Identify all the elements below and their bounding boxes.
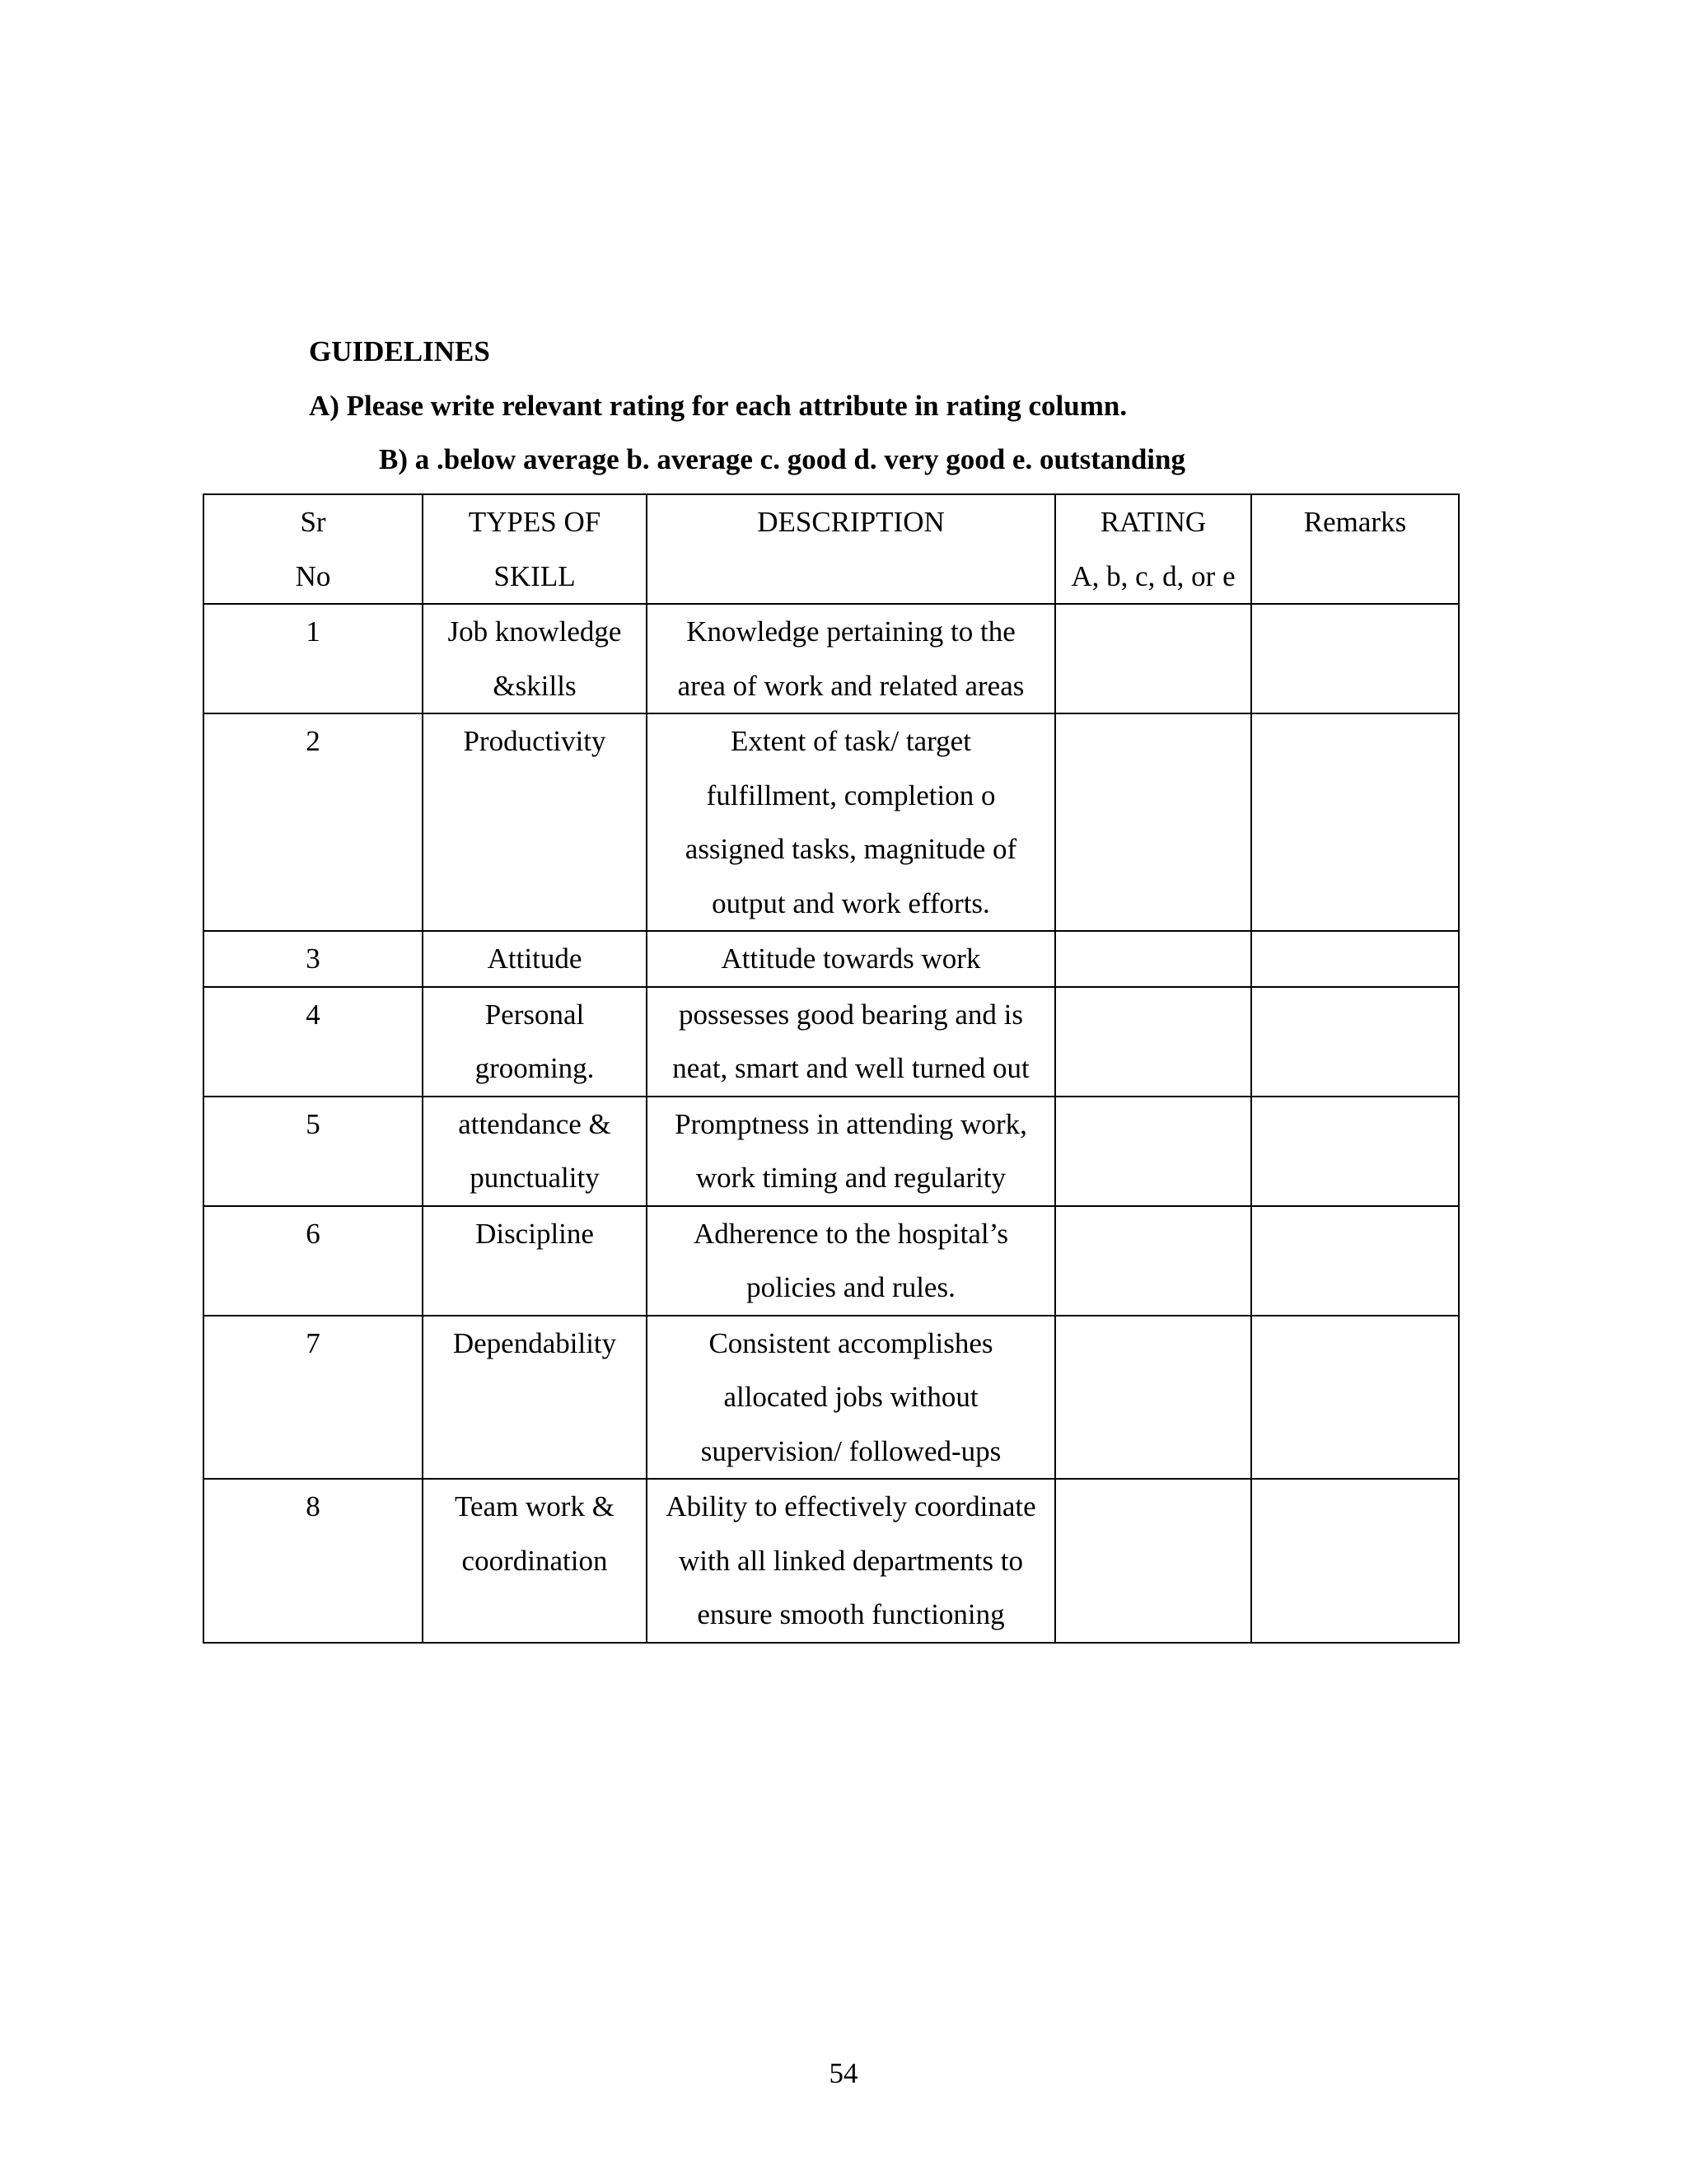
sr-no-cell [203, 1097, 423, 1206]
description-line: ensure smooth functioning [697, 1598, 1005, 1630]
rating-cell[interactable] [1055, 931, 1251, 987]
skill-type-line: Productivity [463, 725, 606, 757]
description-line: Ability to effectively coordinate [666, 1490, 1036, 1522]
sr-no-cell [203, 604, 423, 713]
sr-no-text: 8 [306, 1490, 320, 1522]
skill-type-line: &skills [493, 669, 577, 702]
header-sr-line: Sr [300, 506, 326, 538]
remarks-cell[interactable] [1251, 604, 1459, 713]
remarks-cell[interactable] [1251, 931, 1459, 987]
remarks-cell[interactable] [1251, 987, 1459, 1097]
sr-no-cell [203, 1316, 423, 1480]
header-description [647, 494, 1055, 604]
guideline-b: B) a .below average b. average c. good d. very good e. outstanding [379, 443, 1185, 475]
table-row [203, 1097, 1459, 1206]
sr-no-text: 6 [306, 1217, 320, 1250]
table-row [203, 987, 1459, 1097]
remarks-cell[interactable] [1251, 713, 1459, 931]
sr-no-text: 5 [306, 1107, 320, 1140]
skills-rating-table [203, 493, 1460, 1644]
skill-type-line: punctuality [470, 1162, 600, 1194]
sr-no-text: 7 [306, 1326, 320, 1359]
description-cell [647, 931, 1055, 987]
rating-cell[interactable] [1055, 713, 1251, 931]
remarks-cell[interactable] [1251, 1316, 1459, 1480]
description-line: area of work and related areas [677, 669, 1025, 702]
description-cell [647, 604, 1055, 713]
description-line: output and work efforts. [712, 886, 990, 919]
skill-type-cell [423, 931, 647, 987]
description-line: Promptness in attending work, [675, 1107, 1027, 1140]
description-line: possesses good bearing and is [678, 998, 1023, 1031]
description-line: Consistent accomplishes [708, 1326, 993, 1359]
description-cell [647, 1097, 1055, 1206]
description-line: Adherence to the hospital’s [694, 1217, 1008, 1250]
header-remarks-line: Remarks [1303, 506, 1407, 538]
description-line: with all linked departments to [679, 1544, 1023, 1577]
description-line: Attitude towards work [721, 942, 981, 975]
description-cell [647, 1316, 1055, 1480]
rating-cell[interactable] [1055, 1206, 1251, 1316]
skill-type-line: grooming. [474, 1052, 595, 1084]
description-line: Knowledge pertaining to the [686, 615, 1016, 648]
header-types-line: TYPES OF [468, 506, 601, 538]
header-description-line: DESCRIPTION [757, 506, 945, 538]
rating-cell[interactable] [1055, 604, 1251, 713]
table-row [203, 931, 1459, 987]
skill-type-line: Discipline [475, 1217, 594, 1250]
description-line: assigned tasks, magnitude of [685, 833, 1017, 865]
skill-type-line: attendance & [458, 1107, 611, 1140]
description-cell [647, 1206, 1055, 1316]
description-line: fulfillment, completion o [706, 779, 996, 811]
description-cell [647, 1479, 1055, 1643]
sr-no-cell [203, 931, 423, 987]
rating-cell[interactable] [1055, 1479, 1251, 1643]
table-row [203, 1479, 1459, 1643]
header-no-line: No [295, 559, 331, 592]
skill-type-cell [423, 1316, 647, 1480]
sr-no-text: 4 [306, 998, 320, 1031]
skill-type-line: Team work & [455, 1490, 615, 1522]
description-line: work timing and regularity [695, 1162, 1007, 1194]
skill-type-line: Attitude [487, 942, 582, 975]
description-line: neat, smart and well turned out [672, 1052, 1030, 1084]
table-row [203, 1206, 1459, 1316]
rating-cell[interactable] [1055, 987, 1251, 1097]
header-types-of-skill [423, 494, 647, 604]
skill-type-cell [423, 1479, 647, 1643]
skill-type-cell [423, 1097, 647, 1206]
rating-cell[interactable] [1055, 1316, 1251, 1480]
sr-no-text: 3 [306, 942, 320, 975]
header-sr-no [203, 494, 423, 604]
skill-type-line: Dependability [452, 1326, 617, 1359]
sr-no-text: 2 [306, 725, 320, 757]
skill-type-cell [423, 604, 647, 713]
rating-cell[interactable] [1055, 1097, 1251, 1206]
guideline-a: A) Please write relevant rating for each attribute in rating column. [309, 390, 1128, 422]
table-header-row [203, 494, 1459, 604]
description-line: supervision/ followed-ups [700, 1434, 1002, 1467]
header-rating [1055, 494, 1251, 604]
description-line: Extent of task/ target [731, 725, 971, 757]
sr-no-cell [203, 987, 423, 1097]
sr-no-text: 1 [306, 615, 320, 648]
skill-type-cell [423, 987, 647, 1097]
header-remarks [1251, 494, 1459, 604]
remarks-cell[interactable] [1251, 1206, 1459, 1316]
sr-no-cell [203, 1479, 423, 1643]
skill-type-line: Personal [484, 998, 585, 1031]
table-body [203, 604, 1459, 1643]
description-cell [647, 987, 1055, 1097]
remarks-cell[interactable] [1251, 1479, 1459, 1643]
header-rating-line: RATING [1100, 506, 1207, 538]
description-line: policies and rules. [746, 1271, 956, 1303]
skill-type-line: coordination [461, 1544, 608, 1577]
table-row [203, 1316, 1459, 1480]
table-row [203, 604, 1459, 713]
guidelines-title: GUIDELINES [309, 335, 490, 367]
page-number: 54 [829, 2057, 858, 2089]
header-rating-options-line: A, b, c, d, or e [1071, 559, 1236, 592]
description-line: allocated jobs without [723, 1381, 979, 1413]
table-row [203, 713, 1459, 931]
header-skill-line: SKILL [493, 559, 576, 592]
description-cell [647, 713, 1055, 931]
sr-no-cell [203, 713, 423, 931]
remarks-cell[interactable] [1251, 1097, 1459, 1206]
sr-no-cell [203, 1206, 423, 1316]
skill-type-line: Job knowledge [447, 615, 622, 648]
skill-type-cell [423, 713, 647, 931]
skill-type-cell [423, 1206, 647, 1316]
